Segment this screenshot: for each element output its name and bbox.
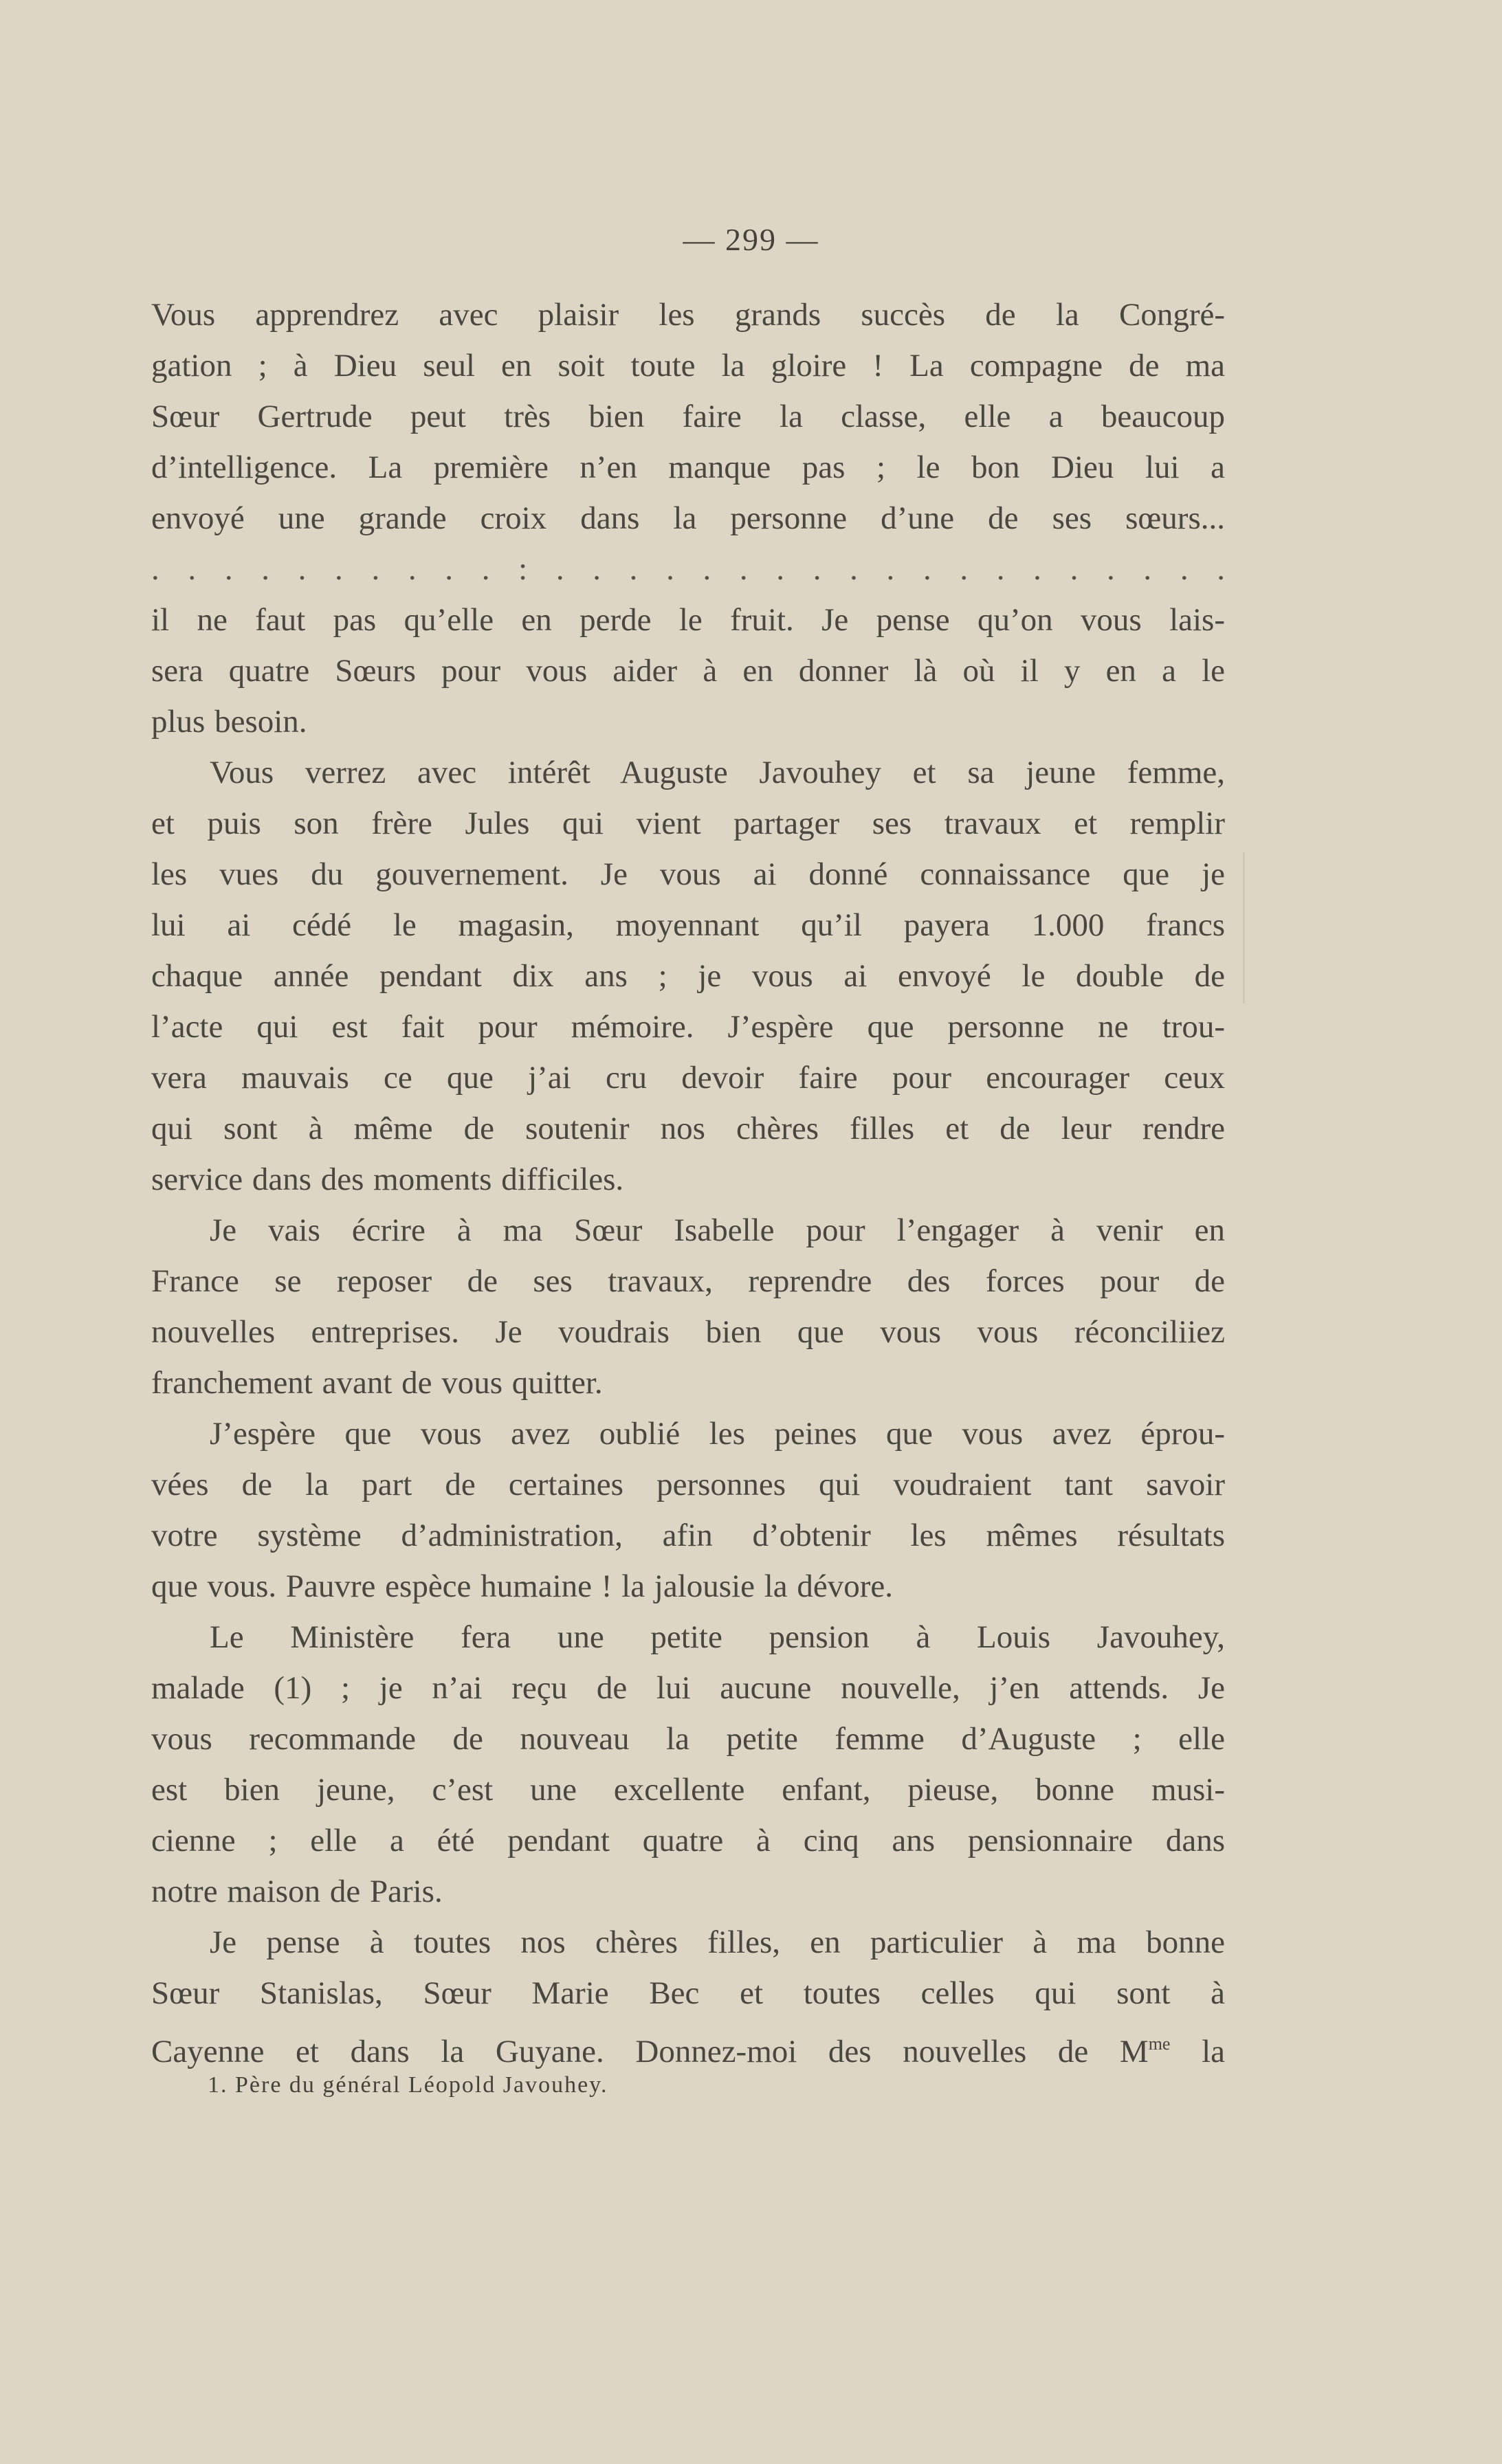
ellipsis-row: . . . . . . . . . . : . . . . . . . . . . . . . . . . . . .: [151, 551, 1225, 587]
superscript: me: [1148, 2034, 1171, 2054]
text-segment: la: [1170, 2034, 1225, 2069]
text-line: notre maison de Paris.: [151, 1874, 443, 1909]
text-line: plus besoin.: [151, 704, 307, 740]
text-line: Je vais écrire à ma Sœur Isabelle pour l’engager à venir en: [210, 1212, 1225, 1248]
text-line: franchement avant de vous quitter.: [151, 1365, 603, 1401]
text-line: Vous apprendrez avec plaisir les grands succès de la Congré-: [151, 297, 1225, 333]
text-line: d’intelligence. La première n’en manque pas ; le bon Dieu lui a: [151, 449, 1225, 485]
text-line: et puis son frère Jules qui vient partager ses travaux et remplir: [151, 806, 1225, 841]
text-line: il ne faut pas qu’elle en perde le fruit. Je pense qu’on vous lais-: [151, 602, 1225, 638]
text-segment: Cayenne et dans la Guyane. Donnez-moi des nouvelles de M: [151, 2034, 1149, 2069]
text-line: nouvelles entreprises. Je voudrais bien que vous vous réconciliiez: [151, 1314, 1225, 1350]
text-line: l’acte qui est fait pour mémoire. J’espère que personne ne trou-: [151, 1009, 1225, 1045]
text-line-with-superscript: [151, 2023, 1225, 2072]
text-line: sera quatre Sœurs pour vous aider à en donner là où il y en a le: [151, 653, 1225, 689]
text-line: envoyé une grande croix dans la personne d’une de ses sœurs...: [151, 500, 1225, 536]
text-line: vera mauvais ce que j’ai cru devoir faire pour encourager ceux: [151, 1060, 1225, 1096]
text-line: est bien jeune, c’est une excellente enfant, pieuse, bonne musi-: [151, 1772, 1225, 1808]
text-line: qui sont à même de soutenir nos chères filles et de leur rendre: [151, 1111, 1225, 1146]
text-line: France se reposer de ses travaux, reprendre des forces pour de: [151, 1263, 1225, 1299]
margin-mark: [1243, 852, 1245, 1003]
text-line: votre système d’administration, afin d’obtenir les mêmes résultats: [151, 1518, 1225, 1553]
text-line: cienne ; elle a été pendant quatre à cinq ans pensionnaire dans: [151, 1823, 1225, 1858]
text-line: Le Ministère fera une petite pension à Louis Javouhey,: [210, 1619, 1225, 1655]
text-line: J’espère que vous avez oublié les peines que vous avez éprou-: [210, 1416, 1225, 1452]
footnote: 1. Père du général Léopold Javouhey.: [208, 2072, 608, 2098]
text-line: Je pense à toutes nos chères filles, en particulier à ma bonne: [210, 1924, 1225, 1960]
text-line: vous recommande de nouveau la petite femme d’Auguste ; elle: [151, 1721, 1225, 1757]
text-line: Sœur Gertrude peut très bien faire la classe, elle a beaucoup: [151, 399, 1225, 434]
text-line: chaque année pendant dix ans ; je vous ai envoyé le double de: [151, 958, 1225, 994]
text-line: les vues du gouvernement. Je vous ai donné connaissance que je: [151, 856, 1225, 892]
text-line: lui ai cédé le magasin, moyennant qu’il payera 1.000 francs: [151, 907, 1225, 943]
text-line: Vous verrez avec intérêt Auguste Javouhey et sa jeune femme,: [210, 755, 1225, 790]
text-line: gation ; à Dieu seul en soit toute la gloire ! La compagne de ma: [151, 348, 1225, 384]
page-number: — 299 —: [683, 222, 819, 257]
text-line: vées de la part de certaines personnes qui voudraient tant savoir: [151, 1467, 1225, 1502]
text-line: malade (1) ; je n’ai reçu de lui aucune nouvelle, j’en attends. Je: [151, 1670, 1225, 1706]
text-line: service dans des moments difficiles.: [151, 1162, 624, 1197]
text-line: Sœur Stanislas, Sœur Marie Bec et toutes celles qui sont à: [151, 1975, 1225, 2011]
text-line: que vous. Pauvre espèce humaine ! la jalousie la dévore.: [151, 1568, 894, 1604]
